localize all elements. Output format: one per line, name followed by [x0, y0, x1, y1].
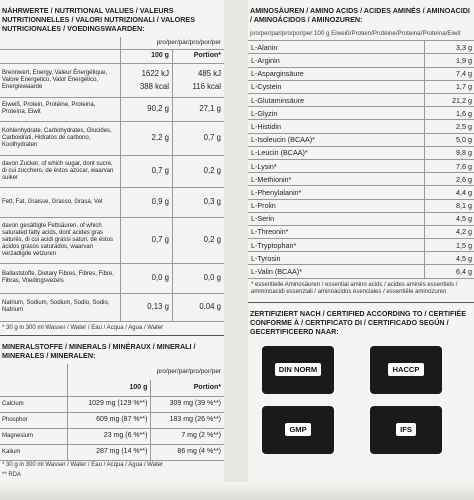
- din-norm-badge: [262, 346, 334, 394]
- nutrient-label: Natrium, Sodium, Sodium, Sodio, Sodio, Natrium: [0, 293, 121, 321]
- amino-acid-value: 6,4 g: [424, 265, 474, 278]
- nutrient-label: Kohlenhydrate, Carbohydrates, Glucides, Carboidrati, Hidratos de carbono, Koolhydraten: [0, 121, 121, 155]
- table-row: [248, 41, 474, 54]
- minerals-footnote-rda: ** RDA: [2, 472, 22, 479]
- mineral-value-100g: 1029 mg (129 %**): [67, 396, 151, 412]
- amino-acid-name: L-Asparginsäure: [248, 67, 424, 80]
- table-row: [248, 120, 474, 133]
- table-row: [0, 396, 224, 412]
- minerals-col-per: pro/per/par/pro/por/per: [67, 364, 224, 380]
- amino-acid-value: 2,6 g: [424, 173, 474, 186]
- haccp-label: HACCP: [388, 363, 423, 376]
- amino-acid-value: 9,8 g: [424, 146, 474, 159]
- nutrition-header-units: [0, 50, 224, 64]
- amino-acid-name: L-Arginin: [248, 54, 424, 67]
- nutrition-footnote: * 30 g in 300 ml Wasser / Water / Eau / Acqua / Agua / Water: [2, 324, 164, 331]
- amino-acid-value: 1,7 g: [424, 80, 474, 93]
- table-row: [0, 97, 224, 121]
- table-row: [0, 412, 224, 428]
- ifs-label: IFS: [396, 423, 416, 436]
- amino-acid-name: L-Valin (BCAA)*: [248, 265, 424, 278]
- amino-acid-name: L-Histidin: [248, 120, 424, 133]
- table-row: [0, 155, 224, 187]
- amino-acid-value: 2,5 g: [424, 120, 474, 133]
- amino-acid-name: L-Lysin*: [248, 159, 424, 172]
- amino-acid-value: 3,3 g: [424, 41, 474, 54]
- nutrient-label: davon Zucker, of which sugar, dont sucre, di cui zucchero, de éstos azúcar, waarvan suiker: [0, 155, 121, 187]
- amino-acid-value: 21,2 g: [424, 94, 474, 107]
- nutrient-value-100g: 0,0 g: [121, 263, 173, 293]
- minerals-heading: MINERALSTOFFE / MINERALS / MINÉRAUX / MINERALI / MINERALES / MINERALEN:: [2, 342, 196, 361]
- mineral-label: Kalium: [0, 444, 67, 460]
- amino-acid-name: L-Tryptophan*: [248, 239, 424, 252]
- table-row: [248, 212, 474, 225]
- ifs-badge: [370, 406, 442, 454]
- minerals-col-100g: 100 g: [67, 380, 151, 396]
- amino-footnote: * essentielle Aminosäuren / essential amino acids / acides aminés essentiels / amminoacidi essenziali / aminoácidos esenciales / essentiële aminozuren: [251, 281, 458, 296]
- amino-acid-value: 1,6 g: [424, 107, 474, 120]
- table-row: [0, 63, 224, 97]
- amino-acid-value: 4,4 g: [424, 186, 474, 199]
- nutrient-value-portion: 27,1 g: [172, 97, 224, 121]
- nutrient-value-100g: 0,13 g: [121, 293, 173, 321]
- minerals-table: [0, 364, 224, 461]
- gmp-label: GMP: [285, 423, 310, 436]
- amino-acid-name: L-Methionin*: [248, 173, 424, 186]
- column-gutter: [224, 0, 248, 500]
- nutrient-value-portion: 0,3 g: [172, 187, 224, 217]
- mineral-label: Calcium: [0, 396, 67, 412]
- amino-column: [248, 0, 474, 490]
- nutrition-col-per: pro/per/par/pro/por/per: [121, 37, 224, 50]
- nutrient-value-100g: 2,2 g: [121, 121, 173, 155]
- nutrient-label: davon gesättigte Fettsäuren, of which saturated fatty acids, dont acides gras saturés, di cui acidi grassi saturi, de éstos ácidos grasos saturados, waarvan verzadigde vetzuren: [0, 217, 121, 263]
- gmp-badge: [262, 406, 334, 454]
- amino-acid-value: 7,4 g: [424, 67, 474, 80]
- nutrient-value-100g: 0,9 g: [121, 187, 173, 217]
- nutrient-label: Fett, Fat, Graisse, Grasso, Grasa, Vet: [0, 187, 121, 217]
- amino-acid-value: 5,0 g: [424, 133, 474, 146]
- amino-heading: AMINOSÄUREN / AMINO ACIDS / ACIDES AMINÉS / AMINOACIDI / AMINOÁCIDOS / AMINOZUREN:: [250, 6, 470, 24]
- table-row: [0, 293, 224, 321]
- nutrient-value-portion: 0,04 g: [172, 293, 224, 321]
- amino-acid-value: 4,5 g: [424, 252, 474, 265]
- minerals-col-portion: Portion*: [151, 380, 224, 396]
- table-row: [248, 67, 474, 80]
- amino-acid-name: L-Glyzin: [248, 107, 424, 120]
- table-row: [248, 199, 474, 212]
- amino-acid-value: 1,9 g: [424, 54, 474, 67]
- din-norm-label: DIN NORM: [275, 363, 321, 376]
- nutrient-label: Eiweiß, Protein, Protéine, Proteina, Proteína, Eiwit: [0, 97, 121, 121]
- table-row: [0, 217, 224, 263]
- mineral-value-100g: 609 mg (87 %**): [67, 412, 151, 428]
- amino-acid-name: L-Tyrosin: [248, 252, 424, 265]
- nutrient-value-100g: 0,7 g: [121, 155, 173, 187]
- nutrient-value-portion: 0,7 g: [172, 121, 224, 155]
- amino-acid-name: L-Serin: [248, 212, 424, 225]
- table-row: [0, 444, 224, 460]
- nutrition-table: [0, 37, 224, 322]
- minerals-header-units: [0, 380, 224, 396]
- nutrient-value-100g: 0,7 g: [121, 217, 173, 263]
- amino-acid-name: L-Alanin: [248, 41, 424, 54]
- mineral-value-portion: 7 mg (2 %**): [151, 428, 224, 444]
- nutrition-column: [0, 0, 224, 483]
- mineral-value-portion: 86 mg (4 %**): [151, 444, 224, 460]
- amino-acid-name: L-Cystein: [248, 80, 424, 93]
- mineral-value-100g: 23 mg (6 %**): [67, 428, 151, 444]
- table-row: [248, 225, 474, 238]
- amino-acid-name: L-Isoleucin (BCAA)*: [248, 133, 424, 146]
- nutrient-value-portion: 0,0 g: [172, 263, 224, 293]
- table-row: [248, 107, 474, 120]
- table-row: [248, 265, 474, 278]
- amino-acid-value: 8,1 g: [424, 199, 474, 212]
- certification-heading: ZERTIFIZIERT NACH / CERTIFIED ACCORDING TO / CERTIFIÉE CONFORME À / CERTIFICATO DI / CERTIFICADO SEGÚN / GECERTIFICEERD NAAR:: [250, 308, 467, 336]
- mineral-value-portion: 309 mg (39 %**): [151, 396, 224, 412]
- table-row: [248, 146, 474, 159]
- nutrient-value-100g: 388 kcal: [139, 82, 169, 92]
- mineral-value-portion: 183 mg (26 %**): [151, 412, 224, 428]
- mineral-label: Phosphor: [0, 412, 67, 428]
- table-row: [248, 159, 474, 172]
- table-row: [248, 54, 474, 67]
- nutrient-value-portion: 0,2 g: [172, 217, 224, 263]
- mineral-value-100g: 287 mg (14 %**): [67, 444, 151, 460]
- nutrition-heading: NÄHRWERTE / NUTRITIONAL VALUES / VALEURS NUTRITIONNELLES / VALORI NUTRIZIONALI / VALORES NUTRICIONALES / VOEDINGSWAARDEN:: [2, 6, 195, 33]
- nutrient-label: Ballaststoffe, Dietary Fibres, Fibres, Fibre, Fibras, Voedingsvezels: [0, 263, 121, 293]
- amino-acid-value: 1,5 g: [424, 239, 474, 252]
- amino-acid-value: 4,5 g: [424, 212, 474, 225]
- amino-acid-value: 7,6 g: [424, 159, 474, 172]
- mineral-label: Magnesium: [0, 428, 67, 444]
- nutrient-value-portion: 0,2 g: [172, 155, 224, 187]
- minerals-header-row: [0, 364, 224, 380]
- package-edge: [0, 482, 474, 500]
- certification-badges: [248, 340, 474, 490]
- table-row: [248, 252, 474, 265]
- table-row: [248, 186, 474, 199]
- nutrition-col-portion: Portion*: [172, 50, 224, 64]
- table-row: [248, 80, 474, 93]
- amino-table: [248, 41, 474, 279]
- table-row: [248, 173, 474, 186]
- amino-acid-name: L-Prolin: [248, 199, 424, 212]
- nutrition-header-row: [0, 37, 224, 50]
- table-row: [0, 428, 224, 444]
- table-row: [248, 133, 474, 146]
- table-row: [0, 187, 224, 217]
- nutrient-value-100g: 90,2 g: [121, 97, 173, 121]
- nutrient-value-100g: 1622 kJ: [141, 68, 169, 78]
- table-row: [0, 121, 224, 155]
- nutrition-col-100g: 100 g: [121, 50, 173, 64]
- amino-acid-name: L-Glutaminsäure: [248, 94, 424, 107]
- amino-subheader: pro/per/par/pro/por/per 100 g Eiweiß/Protein/Protéine/Proteina/Proteína/Eiwit: [248, 28, 474, 41]
- amino-acid-name: L-Threonin*: [248, 225, 424, 238]
- minerals-footnote: * 30 g in 300 ml Wasser / Water / Eau / Acqua / Agua / Water: [2, 461, 164, 468]
- table-row: [0, 263, 224, 293]
- haccp-badge: [370, 346, 442, 394]
- nutrient-value-portion: 116 kcal: [192, 82, 221, 92]
- amino-acid-value: 4,2 g: [424, 225, 474, 238]
- table-row: [248, 239, 474, 252]
- amino-acid-name: L-Leucin (BCAA)*: [248, 146, 424, 159]
- nutrient-value-portion: 485 kJ: [198, 68, 221, 78]
- nutrient-label: Brennwert, Energy, Valeur Énergétique, Valore Energetico, Valor Energético, Energiewaarde: [0, 63, 121, 97]
- amino-acid-name: L-Phenylalanin*: [248, 186, 424, 199]
- table-row: [248, 94, 474, 107]
